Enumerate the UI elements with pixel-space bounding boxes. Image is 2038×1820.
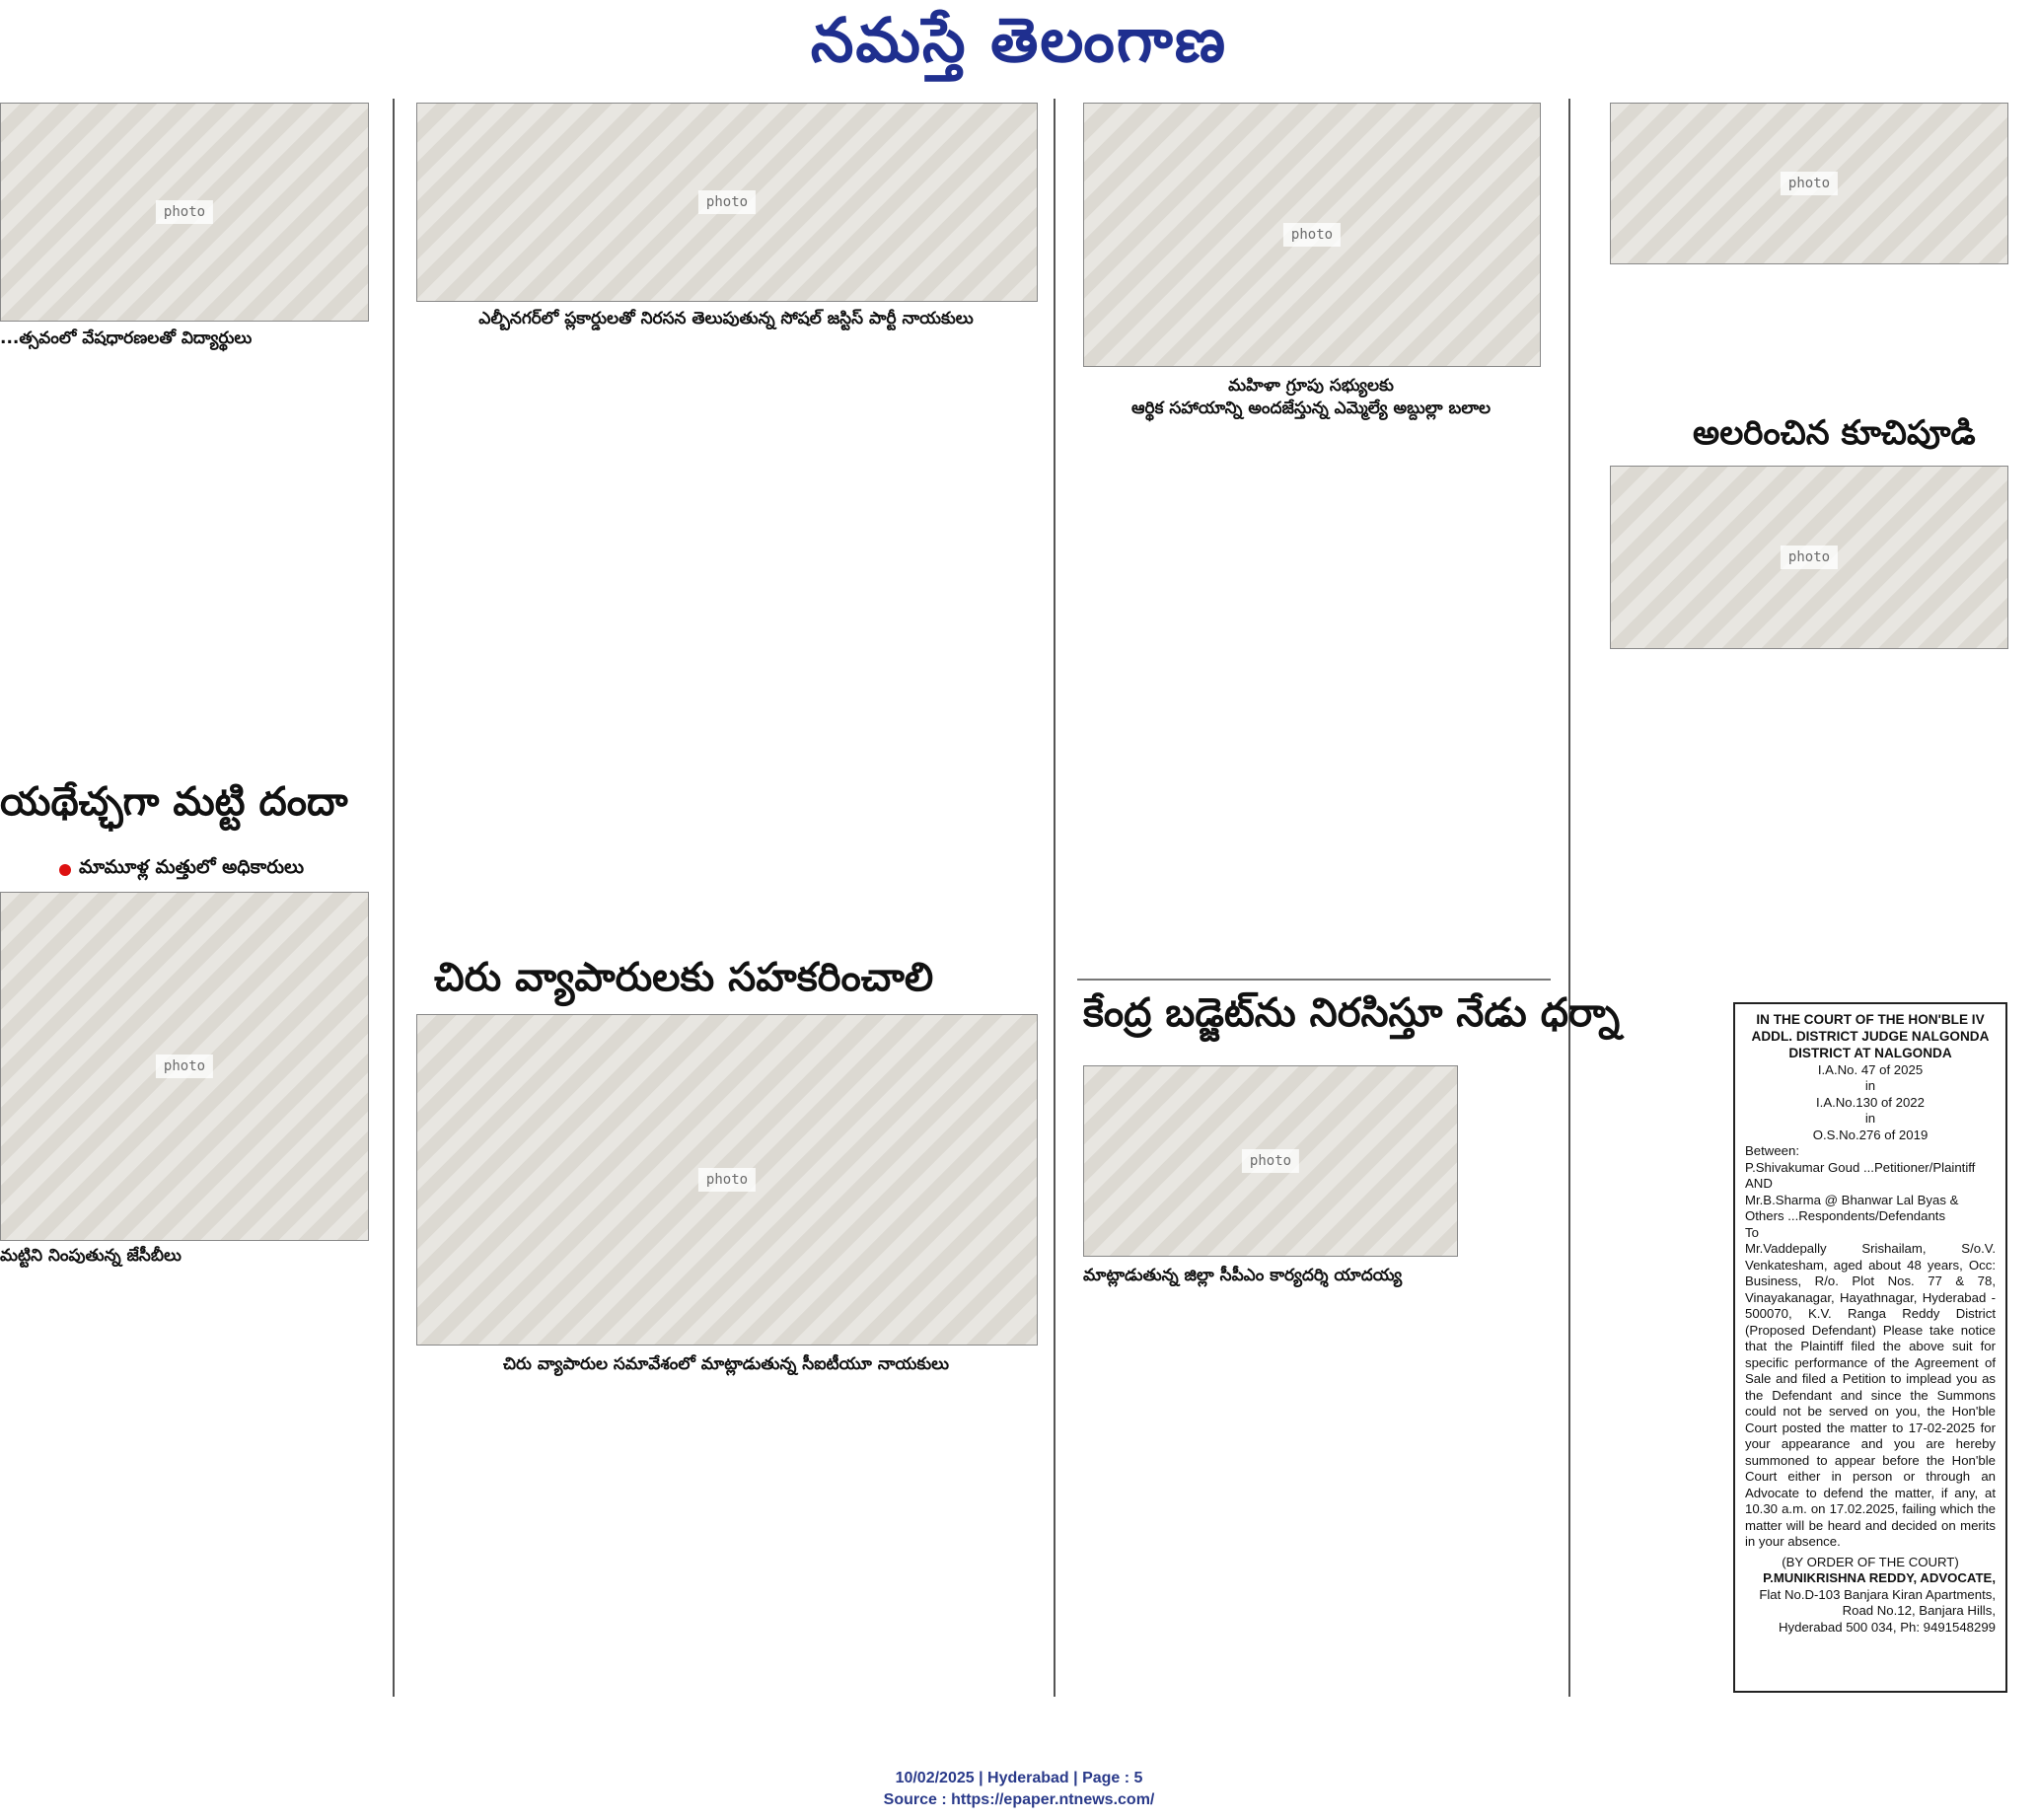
notice-body: Mr.Vaddepally Srishailam, S/o.V. Venkatesham, aged about 48 years, Occ: Business, R/o. Plot Nos. 77 & 78, Vinayakanagar, Hayathnagar, Hyderabad - 500070, K.V. Ranga Reddy District (Proposed Defendant) Please take notice that the Plaintiff filed the above suit for specific performance of the Agreement of Sale and filed a Petition to implead you as the Defendant and since the Summons could not be served on you, the Hon'ble Court posted the matter to 17-02-2025 for your appearance and you are hereby summoned to appear before the Hon'ble Court either in person or through an Advocate to defend the matter, if any, at 10.30 a.m. on 17.02.2025, failing which the matter will be heard and decided on merits in your absence. xyxy=(1745,1241,1996,1550)
caption-line: మహిళా గ్రూపు సభ్యులకు xyxy=(1228,376,1394,396)
notice-address: Road No.12, Banjara Hills, xyxy=(1842,1603,1996,1619)
notice-respondent: Mr.B.Sharma @ Bhanwar Lal Byas & xyxy=(1745,1192,1959,1207)
notice-address: Flat No.D-103 Banjara Kiran Apartments, xyxy=(1759,1586,1996,1602)
footer-source: Source : https://epaper.ntnews.com/ xyxy=(883,1791,1155,1809)
photo-womens-group-aid: photo xyxy=(1083,103,1541,367)
photo-caption: ...త్సవంలో వేషధారణలతో విద్యార్థులు xyxy=(0,328,253,348)
photo-cmrf-cheques: photo xyxy=(1610,103,2008,264)
notice-title-line: DISTRICT AT NALGONDA xyxy=(1788,1045,1952,1060)
notice-respondent: Others ...Respondents/Defendants xyxy=(1745,1208,1946,1224)
case-number: I.A.No.130 of 2022 xyxy=(1816,1094,1925,1110)
article-headline: అలరించిన కూచిపూడి xyxy=(1693,413,1976,453)
photo-students-costumes: photo xyxy=(0,103,369,322)
photo-caption: మాట్లాడుతున్న జిల్లా సీపీఎం కార్యదర్శి యాదయ్య xyxy=(1083,1266,1403,1285)
notice-petitioner: P.Shivakumar Goud ...Petitioner/Plaintiff xyxy=(1745,1159,1976,1175)
newspaper-title: నమస్తే తెలంగాణ xyxy=(810,3,1228,76)
case-number: O.S.No.276 of 2019 xyxy=(1812,1127,1929,1142)
photo-kuchipudi-dancers: photo xyxy=(1610,466,2008,649)
case-number: I.A.No. 47 of 2025 xyxy=(1817,1061,1924,1077)
case-connector: in xyxy=(1864,1111,1876,1127)
masthead xyxy=(0,0,2038,94)
photo-caption: చిరు వ్యాపారుల సమావేశంలో మాట్లాడుతున్న సీఐటీయూ నాయకులు xyxy=(502,1354,950,1374)
subhead-text: మామూళ్ల మత్తులో అధికారులు xyxy=(79,856,305,878)
photo-jcb-soil: photo xyxy=(0,892,369,1241)
article-headline: యథేచ్ఛగా మట్టి దందా xyxy=(0,779,348,825)
notice-address: Hyderabad 500 034, Ph: 9491548299 xyxy=(1779,1619,1996,1635)
notice-advocate: P.MUNIKRISHNA REDDY, ADVOCATE, xyxy=(1763,1570,1996,1586)
photo-cpim-meeting: photo xyxy=(1083,1065,1458,1257)
page-footer xyxy=(0,1768,2038,1812)
article-headline: కేంద్ర బడ్జెట్‌ను నిరసిస్తూ నేడు ధర్నా xyxy=(1083,990,1621,1036)
caption-line: ఆర్థిక సహాయాన్ని అందజేస్తున్న ఎమ్మెల్యే అబ్దుల్లా బలాల xyxy=(1130,398,1492,418)
case-connector: in xyxy=(1864,1078,1876,1094)
notice-to: To xyxy=(1745,1224,1759,1240)
bullet-icon xyxy=(59,864,71,876)
article-subhead xyxy=(59,856,304,883)
photo-street-vendors-meeting: photo xyxy=(416,1014,1038,1346)
photo-caption: ఎల్బీనగర్‌లో ప్లకార్డులతో నిరసన తెలుపుతున్న సోషల్ జస్టిస్ పార్టీ నాయకులు xyxy=(478,309,974,328)
notice-title-line: IN THE COURT OF THE HON'BLE IV xyxy=(1756,1012,1985,1027)
section-divider xyxy=(1077,979,1551,981)
footer-date-page: 10/02/2025 | Hyderabad | Page : 5 xyxy=(895,1770,1143,1786)
notice-and: AND xyxy=(1745,1176,1773,1192)
photo-placard-protest: photo xyxy=(416,103,1038,302)
column-divider xyxy=(1568,99,1570,1697)
photo-caption: మట్టిని నింపుతున్న జేసీబీలు xyxy=(0,1246,182,1266)
notice-between: Between: xyxy=(1745,1143,1799,1159)
court-notice xyxy=(1733,1002,2007,1693)
article-headline: చిరు వ్యాపారులకు సహకరించాలి xyxy=(434,955,934,1000)
column-divider xyxy=(393,99,395,1697)
column-divider xyxy=(1054,99,1055,1697)
notice-order: (BY ORDER OF THE COURT) xyxy=(1782,1554,1959,1569)
notice-title-line: ADDL. DISTRICT JUDGE NALGONDA xyxy=(1751,1028,1990,1044)
photo-caption xyxy=(1083,375,1539,420)
